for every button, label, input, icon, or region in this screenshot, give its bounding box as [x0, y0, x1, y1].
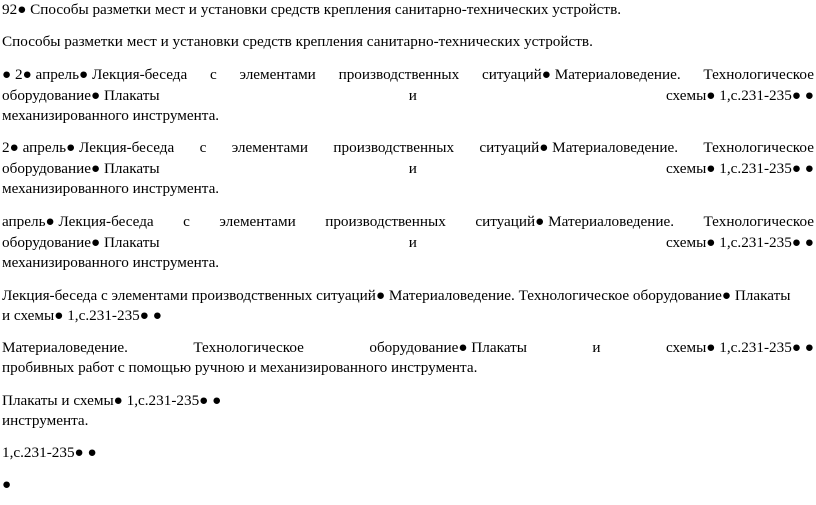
paragraph-2-line-2: оборудование● Плакаты и схемы● 1,с.231-235● ● [2, 160, 814, 177]
doc-subtitle: Способы разметки мест и установки средств крепления санитарно-технических устройств. [2, 33, 593, 50]
paragraph-6-line-2: инструмента. [2, 412, 89, 429]
paragraph-3-line-3: механизированного инструмента. [2, 254, 220, 271]
paragraph-1-line-3: механизированного инструмента. [2, 107, 220, 124]
paragraph-1-line-1: ● 2● апрель● Лекция-беседа с элементами производственных ситуаций● Материаловедение. Технологическое [2, 66, 814, 83]
paragraph-4-line-2: и схемы● 1,с.231-235● ● [2, 307, 162, 324]
paragraph-7: 1,с.231-235● ● [2, 444, 97, 461]
paragraph-2-line-1: 2● апрель● Лекция-беседа с элементами производственных ситуаций● Материаловедение. Технологическое [2, 139, 814, 156]
paragraph-3-line-2: оборудование● Плакаты и схемы● 1,с.231-235● ● [2, 234, 814, 251]
paragraph-1-line-2: оборудование● Плакаты и схемы● 1,с.231-235● ● [2, 87, 814, 104]
paragraph-3-line-1: апрель● Лекция-беседа с элементами производственных ситуаций● Материаловедение. Технологическое [2, 213, 814, 230]
paragraph-5-line-1: Материаловедение. Технологическое оборудование● Плакаты и схемы● 1,с.231-235● ● [2, 339, 814, 356]
paragraph-5-line-2: пробивных работ с помощью ручною и механизированного инструмента. [2, 359, 478, 376]
paragraph-6-line-1: Плакаты и схемы● 1,с.231-235● ● [2, 392, 222, 409]
paragraph-4-line-1: Лекция-беседа с элементами производственных ситуаций● Материаловедение. Технологическое оборудование● Плакаты [2, 287, 791, 304]
doc-title: 92● Способы разметки мест и установки средств крепления санитарно-технических устройств. [2, 1, 622, 18]
paragraph-2-line-3: механизированного инструмента. [2, 180, 220, 197]
bullet-icon: ● [2, 476, 12, 493]
